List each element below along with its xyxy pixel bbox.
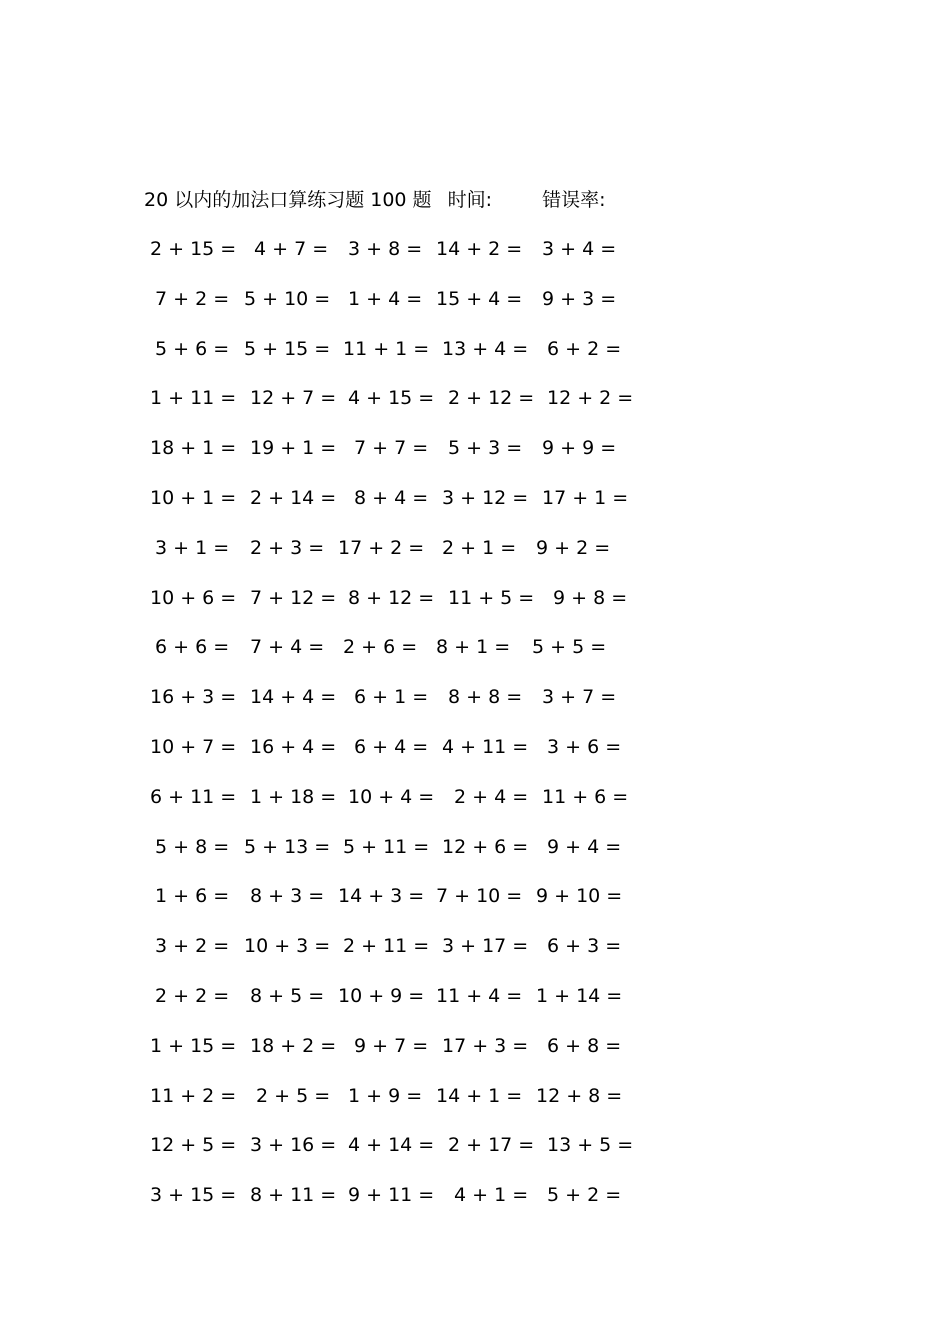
problem-item: 11 + 5 =: [448, 586, 535, 609]
problem-item: 4 + 15 =: [348, 387, 435, 410]
error-rate-label: 错误率:: [542, 189, 606, 211]
problem-item: 13 + 5 =: [547, 1134, 634, 1157]
worksheet-header: [144, 186, 605, 214]
problem-item: 14 + 2 =: [436, 238, 523, 260]
problem-item: 3 + 1 =: [155, 536, 230, 559]
problem-row: [0, 1181, 950, 1231]
problem-item: 2 + 12 =: [448, 387, 535, 410]
problem-item: 10 + 3 =: [244, 935, 331, 958]
problem-item: 18 + 2 =: [250, 1034, 337, 1057]
problem-item: 14 + 4 =: [250, 686, 337, 709]
problem-item: 1 + 14 =: [536, 984, 623, 1007]
problem-item: 12 + 8 =: [536, 1084, 623, 1107]
problem-item: 2 + 1 =: [442, 536, 517, 559]
problem-item: 3 + 4 =: [542, 238, 617, 260]
problem-item: 17 + 2 =: [338, 536, 425, 559]
problem-item: 5 + 3 =: [448, 437, 523, 460]
problem-item: 6 + 8 =: [547, 1034, 622, 1057]
problem-item: 10 + 1 =: [150, 486, 237, 509]
problem-item: 3 + 7 =: [542, 686, 617, 709]
problem-item: 9 + 9 =: [542, 437, 617, 460]
problem-row: [0, 484, 950, 534]
problem-item: 5 + 10 =: [244, 287, 331, 310]
problem-item: 10 + 6 =: [150, 586, 237, 609]
problem-item: 11 + 6 =: [542, 785, 629, 808]
worksheet-title: 20 以内的加法口算练习题 100 题: [144, 189, 432, 211]
problem-item: 6 + 3 =: [547, 935, 622, 958]
time-label: 时间:: [447, 189, 493, 211]
problem-item: 3 + 17 =: [442, 935, 529, 958]
problem-row: [0, 235, 950, 285]
problem-item: 7 + 10 =: [436, 885, 523, 908]
problem-item: 9 + 2 =: [536, 536, 611, 559]
problem-row: [0, 434, 950, 484]
problem-item: 2 + 4 =: [454, 785, 529, 808]
problem-item: 8 + 12 =: [348, 586, 435, 609]
problem-item: 3 + 8 =: [348, 238, 423, 260]
problem-row: [0, 882, 950, 932]
problem-item: 6 + 2 =: [547, 337, 622, 360]
problem-item: 1 + 4 =: [348, 287, 423, 310]
problem-item: 6 + 6 =: [155, 636, 230, 659]
problem-item: 3 + 16 =: [250, 1134, 337, 1157]
problem-item: 6 + 11 =: [150, 785, 237, 808]
problem-row: [0, 633, 950, 683]
problem-item: 2 + 17 =: [448, 1134, 535, 1157]
problem-item: 7 + 4 =: [250, 636, 325, 659]
problem-item: 2 + 14 =: [250, 486, 337, 509]
problem-row: [0, 285, 950, 335]
problem-item: 2 + 15 =: [150, 238, 237, 260]
problem-item: 12 + 6 =: [442, 835, 529, 858]
problem-item: 2 + 6 =: [343, 636, 418, 659]
problem-item: 4 + 11 =: [442, 735, 529, 758]
problem-item: 10 + 4 =: [348, 785, 435, 808]
problem-item: 12 + 2 =: [547, 387, 634, 410]
problem-item: 12 + 5 =: [150, 1134, 237, 1157]
problem-item: 5 + 5 =: [532, 636, 607, 659]
problem-item: 2 + 11 =: [343, 935, 430, 958]
problem-item: 17 + 3 =: [442, 1034, 529, 1057]
problem-item: 9 + 3 =: [542, 287, 617, 310]
problem-item: 2 + 2 =: [155, 984, 230, 1007]
problem-item: 5 + 13 =: [244, 835, 331, 858]
problem-item: 18 + 1 =: [150, 437, 237, 460]
problem-item: 3 + 2 =: [155, 935, 230, 958]
problem-item: 12 + 7 =: [250, 387, 337, 410]
problem-item: 1 + 6 =: [155, 885, 230, 908]
problem-row: [0, 783, 950, 833]
problem-row: [0, 534, 950, 584]
problem-item: 2 + 5 =: [256, 1084, 331, 1107]
problem-item: 7 + 12 =: [250, 586, 337, 609]
problem-item: 9 + 8 =: [553, 586, 628, 609]
problem-row: [0, 1082, 950, 1132]
problem-grid: [0, 235, 950, 1231]
problem-row: [0, 335, 950, 385]
problem-item: 8 + 11 =: [250, 1184, 337, 1207]
problem-row: [0, 384, 950, 434]
problem-item: 8 + 8 =: [448, 686, 523, 709]
problem-item: 17 + 1 =: [542, 486, 629, 509]
problem-item: 19 + 1 =: [250, 437, 337, 460]
problem-item: 11 + 2 =: [150, 1084, 237, 1107]
problem-item: 1 + 11 =: [150, 387, 237, 410]
problem-item: 5 + 8 =: [155, 835, 230, 858]
problem-row: [0, 1032, 950, 1082]
problem-row: [0, 982, 950, 1032]
problem-row: [0, 932, 950, 982]
problem-row: [0, 1131, 950, 1181]
problem-item: 6 + 4 =: [354, 735, 429, 758]
problem-item: 1 + 18 =: [250, 785, 337, 808]
problem-item: 2 + 3 =: [250, 536, 325, 559]
problem-item: 4 + 14 =: [348, 1134, 435, 1157]
problem-item: 11 + 4 =: [436, 984, 523, 1007]
problem-item: 11 + 1 =: [343, 337, 430, 360]
problem-item: 6 + 1 =: [354, 686, 429, 709]
problem-item: 3 + 15 =: [150, 1184, 237, 1207]
problem-item: 16 + 4 =: [250, 735, 337, 758]
problem-item: 10 + 7 =: [150, 735, 237, 758]
problem-item: 1 + 15 =: [150, 1034, 237, 1057]
problem-item: 14 + 1 =: [436, 1084, 523, 1107]
problem-item: 7 + 7 =: [354, 437, 429, 460]
problem-item: 5 + 15 =: [244, 337, 331, 360]
problem-item: 3 + 12 =: [442, 486, 529, 509]
problem-item: 9 + 11 =: [348, 1184, 435, 1207]
problem-item: 10 + 9 =: [338, 984, 425, 1007]
problem-item: 9 + 10 =: [536, 885, 623, 908]
problem-item: 9 + 7 =: [354, 1034, 429, 1057]
problem-row: [0, 733, 950, 783]
problem-item: 3 + 6 =: [547, 735, 622, 758]
problem-item: 15 + 4 =: [436, 287, 523, 310]
problem-item: 13 + 4 =: [442, 337, 529, 360]
problem-item: 9 + 4 =: [547, 835, 622, 858]
problem-row: [0, 584, 950, 634]
problem-item: 4 + 1 =: [454, 1184, 529, 1207]
problem-row: [0, 683, 950, 733]
problem-item: 5 + 11 =: [343, 835, 430, 858]
problem-item: 8 + 3 =: [250, 885, 325, 908]
problem-item: 16 + 3 =: [150, 686, 237, 709]
problem-item: 1 + 9 =: [348, 1084, 423, 1107]
problem-row: [0, 833, 950, 883]
problem-item: 5 + 2 =: [547, 1184, 622, 1207]
problem-item: 7 + 2 =: [155, 287, 230, 310]
problem-item: 8 + 4 =: [354, 486, 429, 509]
problem-item: 5 + 6 =: [155, 337, 230, 360]
problem-item: 8 + 1 =: [436, 636, 511, 659]
problem-item: 14 + 3 =: [338, 885, 425, 908]
problem-item: 8 + 5 =: [250, 984, 325, 1007]
problem-item: 4 + 7 =: [254, 238, 329, 260]
